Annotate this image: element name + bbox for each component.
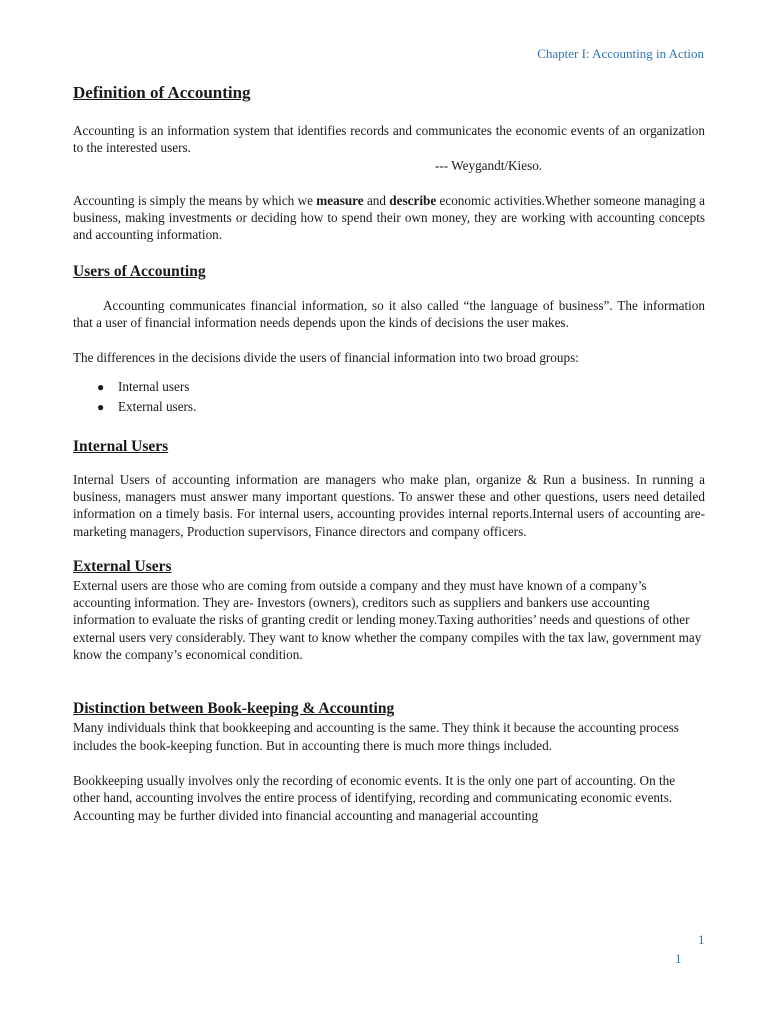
measure-describe-paragraph xyxy=(73,192,705,244)
paragraph-text: and xyxy=(363,192,390,208)
definition-heading: Definition of Accounting xyxy=(73,83,251,102)
users-groups-paragraph: The differences in the decisions divide the users of financial information into two broad groups: xyxy=(73,350,579,366)
list-item-label: Internal users xyxy=(118,378,190,394)
page-number-lower: 1 xyxy=(675,951,682,966)
list-item-label: External users. xyxy=(118,398,197,414)
external-users-paragraph: External users are those who are coming from outside a company and they must have known of a company’s accounting information. They are- Investors (owners), creditors such as suppliers and bankers use accounting information to evaluate the risks of granting credit or lending money.Taxing authorities’ needs and questions of other external users very considerably. They want to know whether the company compiles with the tax law, government may know the company’s economical condition. xyxy=(73,577,702,663)
distinction-paragraph-1: Many individuals think that bookkeeping and accounting is the same. They think it because the accounting process includes the book-keeping function. But in accounting there is much more things included. xyxy=(73,720,679,753)
external-users-heading: External Users xyxy=(73,557,172,575)
internal-users-paragraph: Internal Users of accounting information are managers who make plan, organize & Run a business. In running a business, managers must answer many important questions. To answer these and other questions, users need detailed information on a timely basis. For internal users, accounting provides internal reports.Internal users of accounting are- marketing managers, Production supervisors, Finance directors and company officers. xyxy=(73,471,705,539)
bullet-icon: ● xyxy=(97,379,105,394)
users-paragraph: Accounting communicates financial information, so it also called “the language of business”. The information that a user of financial information needs depends upon the kinds of decisions the user makes. xyxy=(73,297,705,331)
paragraph-text: economic activities.Whether someone managing a business, making investments or deciding how to spend their own money, they are working with accounting concepts and accounting information. xyxy=(73,192,706,243)
distinction-paragraph-2: Bookkeeping usually involves only the recording of economic events. It is the only one part of accounting. On the other hand, accounting involves the entire process of identifying, recording and communicating economic events. Accounting may be further divided into financial accounting and managerial accounting xyxy=(73,772,676,823)
page-content xyxy=(73,82,705,824)
list-item xyxy=(97,377,705,397)
user-groups-list xyxy=(73,377,705,417)
distinction-heading: Distinction between Book-keeping & Accounting xyxy=(73,700,395,718)
list-item xyxy=(97,397,705,417)
bullet-icon: ● xyxy=(97,399,105,414)
internal-users-heading: Internal Users xyxy=(73,437,169,455)
bold-term-measure: measure xyxy=(316,192,364,208)
page-number-upper: 1 xyxy=(698,932,705,947)
users-heading: Users of Accounting xyxy=(73,262,206,280)
definition-paragraph: Accounting is an information system that identifies records and communicates the economic events of an organization to the interested users. xyxy=(73,123,705,156)
chapter-header: Chapter I: Accounting in Action xyxy=(537,46,704,61)
bold-term-describe: describe xyxy=(389,192,437,208)
definition-attribution: --- Weygandt/Kieso. xyxy=(435,157,543,173)
paragraph-text: Accounting is simply the means by which we xyxy=(73,192,317,208)
